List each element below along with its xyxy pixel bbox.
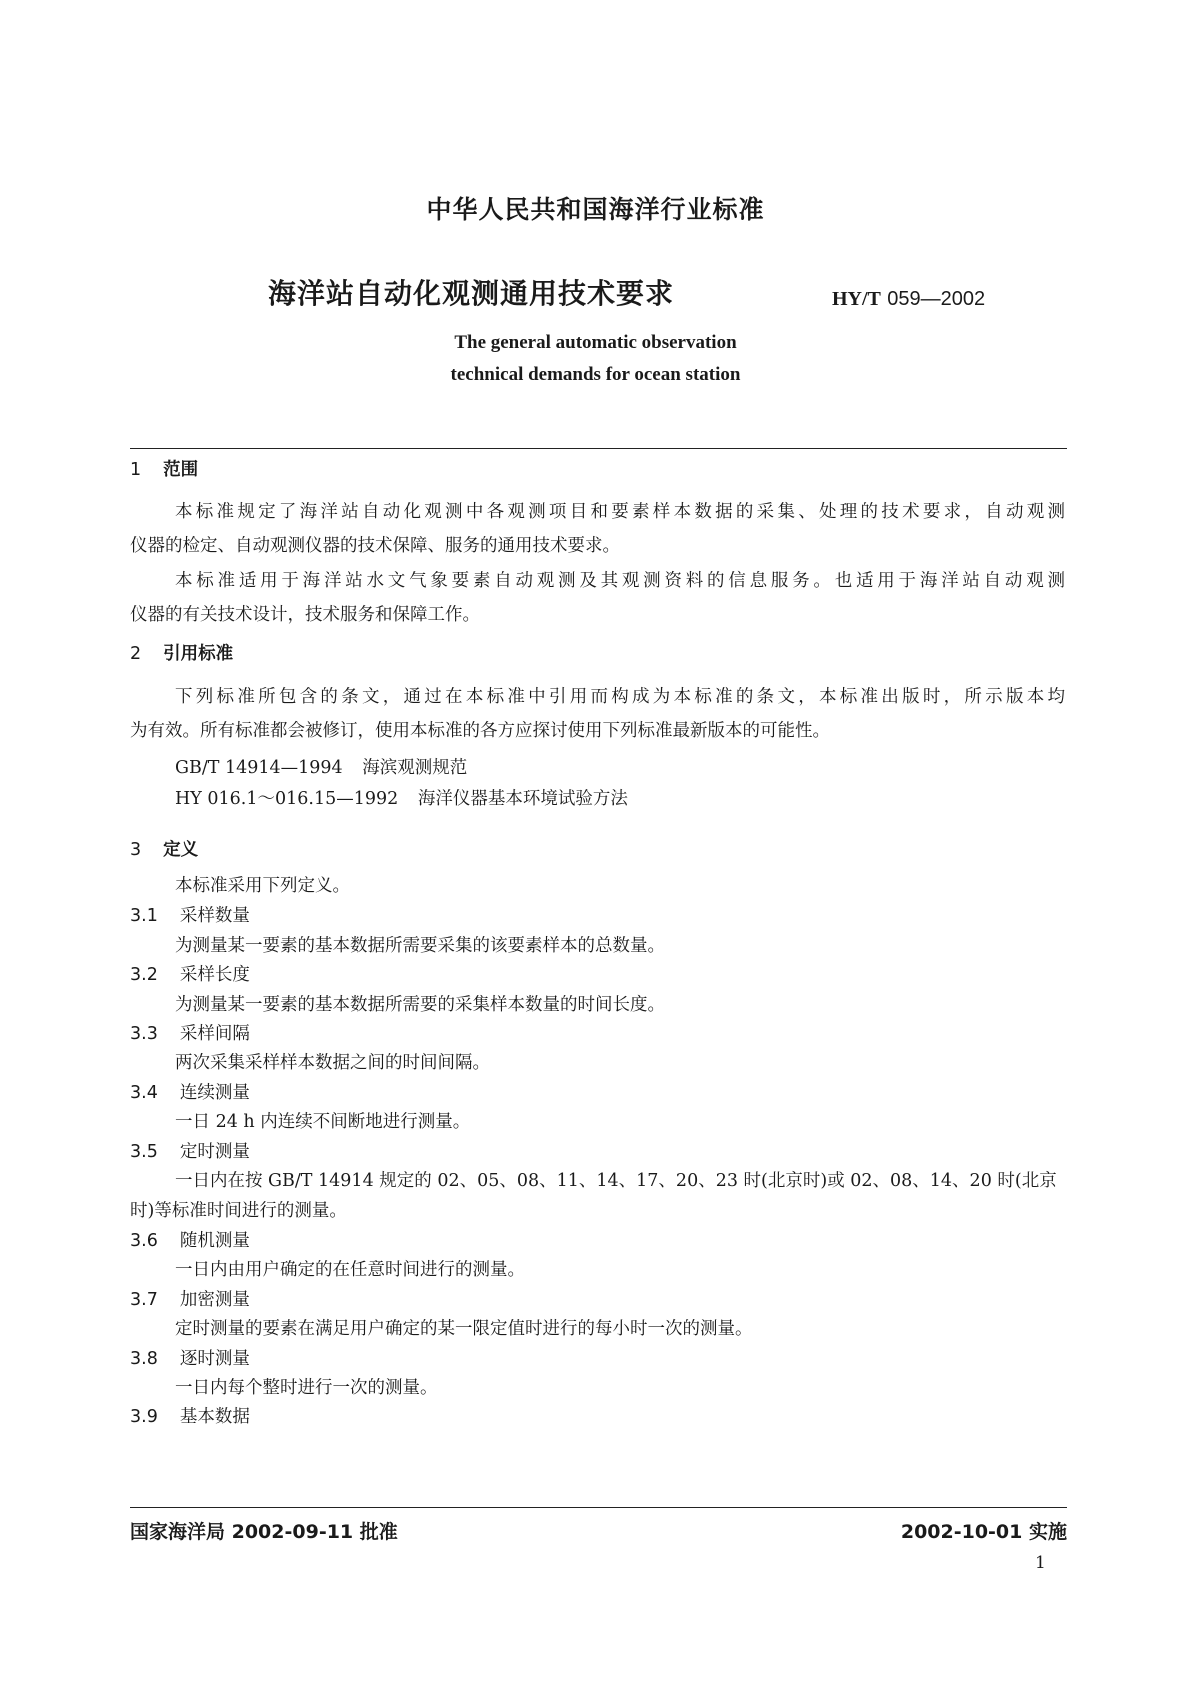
definition-3-9-heading [130,1406,250,1428]
reference-title: 海洋仪器基本环境试验方法 [417,789,628,809]
section-number: 2 [130,644,142,664]
section-title: 引用标准 [163,644,234,664]
document-title: 海洋站自动化观测通用技术要求 [268,277,675,310]
definition-3-1-text: 为测量某一要素的基本数据所需要采集的该要素样本的总数量。 [175,936,665,956]
definition-3-7-heading [130,1289,250,1311]
reference-code: GB/T 14914—1994 [175,758,343,778]
definition-3-4-text: 一日 24 h 内连续不间断地进行测量。 [175,1112,471,1132]
definition-3-2-text: 为测量某一要素的基本数据所需要的采集样本数量的时间长度。 [175,995,665,1015]
section-1-heading [130,456,198,481]
section-title: 定义 [163,840,199,860]
definition-term: 加密测量 [179,1290,250,1310]
definition-term: 采样间隔 [179,1024,250,1044]
issuing-organization: 中华人民共和国海洋行业标准 [426,195,765,224]
section-2-heading [130,640,233,665]
reference-1 [175,757,467,779]
page-number: 1 [1035,1553,1046,1573]
definition-term: 采样数量 [179,906,250,926]
section-title: 范围 [163,460,199,480]
paragraph-line: 仪器的检定、自动观测仪器的技术保障、服务的通用技术要求。 [130,536,620,556]
definition-3-3-text: 两次采集采样样本数据之间的时间间隔。 [175,1053,490,1073]
standard-code [832,286,985,311]
definition-term: 连续测量 [179,1083,250,1103]
definition-3-4-heading [130,1082,250,1104]
definition-3-6-heading [130,1230,250,1252]
paragraph-line: 本标准适用于海洋站水文气象要素自动观测及其观测资料的信息服务。也适用于海洋站自动观测 [175,571,1065,591]
definition-number: 3.6 [130,1231,158,1251]
definition-term: 基本数据 [179,1407,250,1427]
effective-date-note: 2002-10-01 实施 [900,1521,1067,1543]
definition-number: 3.3 [130,1024,158,1044]
reference-title: 海滨观测规范 [362,758,468,778]
definition-3-3-heading [130,1023,250,1045]
definition-number: 3.7 [130,1290,158,1310]
definition-3-8-text: 一日内每个整时进行一次的测量。 [175,1378,438,1398]
section-number: 3 [130,840,142,860]
section-1-paragraph-1 [130,495,1065,563]
section-3-heading [130,836,198,861]
definition-term: 随机测量 [179,1231,250,1251]
paragraph-line: 仪器的有关技术设计，技术服务和保障工作。 [130,605,480,625]
definition-3-5-heading [130,1141,250,1163]
definition-number: 3.1 [130,906,158,926]
paragraph-line: 为有效。所有标准都会被修订，使用本标准的各方应探讨使用下列标准最新版本的可能性。 [130,721,830,741]
english-title-line-2: technical demands for ocean station [450,364,741,385]
definition-term: 采样长度 [179,965,250,985]
header-divider [130,448,1067,449]
definition-number: 3.5 [130,1142,158,1162]
paragraph-line: 本标准规定了海洋站自动化观测中各观测项目和要素样本数据的采集、处理的技术要求，自动观测 [175,502,1065,522]
definition-3-7-text: 定时测量的要素在满足用户确定的某一限定值时进行的每小时一次的测量。 [175,1319,753,1339]
english-title-line-1: The general automatic observation [454,332,737,353]
definition-3-2-heading [130,964,250,986]
definition-3-5-text-continued: 时)等标准时间进行的测量。 [130,1201,347,1221]
definition-number: 3.2 [130,965,158,985]
section-3-intro: 本标准采用下列定义。 [175,876,350,896]
definition-number: 3.9 [130,1407,158,1427]
definition-number: 3.4 [130,1083,158,1103]
standard-code-number: 059—2002 [887,288,986,310]
section-1-paragraph-2 [130,564,1065,632]
reference-code: HY 016.1～016.15—1992 [175,789,399,809]
definition-3-6-text: 一日内由用户确定的在任意时间进行的测量。 [175,1260,525,1280]
footer-divider [130,1507,1067,1508]
section-2-paragraph [130,680,1065,748]
section-number: 1 [130,460,142,480]
approval-note: 国家海洋局 2002-09-11 批准 [130,1521,398,1543]
definition-3-8-heading [130,1348,250,1370]
reference-2 [175,788,628,810]
definition-term: 逐时测量 [179,1349,250,1369]
standard-code-prefix: HY/T [832,288,881,310]
paragraph-line: 下列标准所包含的条文，通过在本标准中引用而构成为本标准的条文，本标准出版时，所示版本均 [175,687,1065,707]
definition-number: 3.8 [130,1349,158,1369]
definition-term: 定时测量 [179,1142,250,1162]
definition-3-1-heading [130,905,250,927]
definition-3-5-text: 一日内在按 GB/T 14914 规定的 02、05、08、11、14、17、20、23 时(北京时)或 02、08、14、20 时(北京 [175,1171,1057,1191]
